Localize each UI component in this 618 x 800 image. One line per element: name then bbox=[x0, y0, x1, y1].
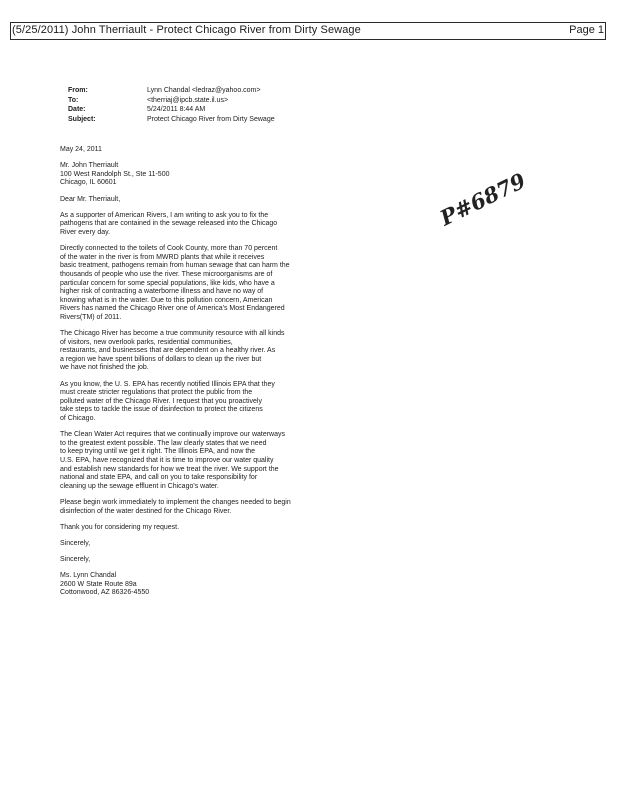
meta-date bbox=[68, 105, 275, 115]
paragraph: The Clean Water Act requires that we continually improve our waterways to the greatest extent possible. The law clearly states that we need to keep trying until we get it right. The Illinois EPA, and now the U.S. EPA, have recognized that it is time to improve our water quality and establish new standards for how we treat the river. We support the national and state EPA, and call on you to take responsibility for cleaning up the sewage effluent in Chicago's water. bbox=[60, 431, 286, 490]
meta-subject bbox=[68, 115, 275, 125]
meta-to bbox=[68, 96, 275, 106]
document-title: (5/25/2011) John Therriault - Protect Chicago River from Dirty Sewage bbox=[12, 24, 361, 36]
signature-block: Ms. Lynn Chandal 2600 W State Route 89a Cottonwood, AZ 86326-4550 bbox=[60, 572, 150, 597]
closing: Sincerely, bbox=[60, 539, 91, 547]
salutation: Dear Mr. Therriault, bbox=[60, 195, 121, 203]
closing: Sincerely, bbox=[60, 556, 91, 564]
meta-label: Date: bbox=[68, 106, 86, 113]
paragraph: Directly connected to the toilets of Cook County, more than 70 percent of the water in the river is from MWRD plants that while it receives basic treatment, pathogens remain from human sewage that can harm the thousands of people who use the river. These microorganisms are of particular concern for some special populations, like kids, who have a higher risk of contracting a waterborne illness and have no way of knowing what is in the water. Due to this pollution concern, American Rivers has named the Chicago River one of America's Most Endangered Rivers(TM) of 2011. bbox=[60, 245, 290, 321]
paragraph: As you know, the U. S. EPA has recently notified Illinois EPA that they must create stricter regulations that protect the public from the polluted water of the Chicago River. I request that you proactively take steps to tackle the issue of disinfection to protect the citizens of Chicago. bbox=[60, 380, 275, 422]
meta-value: Lynn Chandal <ledraz@yahoo.com> bbox=[147, 87, 261, 94]
recipient-address: Mr. John Therriault 100 West Randolph St., Ste 11-500 Chicago, IL 60601 bbox=[60, 162, 170, 187]
meta-value: 5/24/2011 8:44 AM bbox=[147, 106, 206, 113]
email-metadata bbox=[68, 86, 275, 124]
page-number: Page 1 bbox=[569, 24, 604, 36]
paragraph: As a supporter of American Rivers, I am writing to ask you to fix the pathogens that are contained in the sewage released into the Chicago River every day. bbox=[60, 211, 278, 236]
paragraph: The Chicago River has become a true community resource with all kinds of visitors, new overlook parks, residential communities, restaurants, and businesses that are dependent on a healthy river. As a region we have spent billions of dollars to clean up the river but we have not finished the job. bbox=[60, 330, 285, 372]
letter-date: May 24, 2011 bbox=[60, 146, 102, 153]
meta-from bbox=[68, 86, 275, 96]
meta-value: <therriaj@ipcb.state.il.us> bbox=[147, 96, 229, 104]
meta-label: From: bbox=[68, 87, 88, 94]
paragraph: Thank you for considering my request. bbox=[60, 523, 180, 531]
meta-label: Subject: bbox=[68, 115, 96, 123]
handwritten-stamp: P#6879 bbox=[436, 167, 530, 231]
paragraph: Please begin work immediately to implement the changes needed to begin disinfection of the water destined for the Chicago River. bbox=[60, 498, 291, 515]
letter-body bbox=[60, 146, 440, 606]
meta-label: To: bbox=[68, 96, 79, 104]
meta-value: Protect Chicago River from Dirty Sewage bbox=[147, 115, 275, 123]
